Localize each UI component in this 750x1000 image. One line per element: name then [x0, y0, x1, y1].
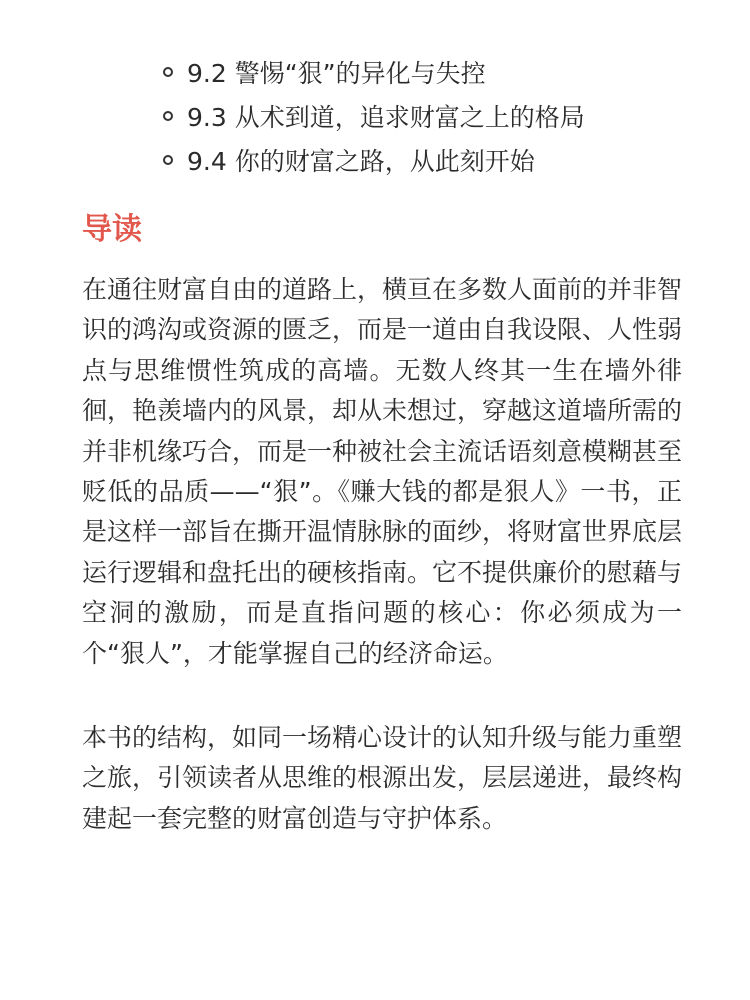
section-heading: 导读	[82, 212, 142, 247]
body-paragraph: 在通往财富自由的道路上，横亘在多数人面前的并非智识的鸿沟或资源的匮乏，而是一道由自我设限、人性弱点与思维惯性筑成的高墙。无数人终其一生在墙外徘徊，艳羡墙内的风景，却从未想过，穿越这道墙所需的并非机缘巧合，而是一种被社会主流话语刻意模糊甚至贬低的品质——“狠”。《赚大钱的都是狠人》一书，正是这样一部旨在撕开温情脉脉的面纱，将财富世界底层运行逻辑和盘托出的硬核指南。它不提供廉价的慰藉与空洞的激励，而是直指问题的核心：你必须成为一个“狠人”，才能掌握自己的经济命运。	[82, 275, 683, 668]
table-of-contents	[163, 50, 723, 182]
body-paragraph: 本书的结构，如同一场精心设计的认知升级与能力重塑之旅，引领读者从思维的根源出发，层层递进，最终构建起一套完整的财富创造与守护体系。	[82, 723, 683, 833]
toc-item-label: 9.2 警惕“狠”的异化与失控	[187, 59, 486, 88]
toc-item-label: 9.4 你的财富之路，从此刻开始	[187, 147, 535, 176]
circle-bullet-icon	[163, 155, 173, 165]
toc-item-label: 9.3 从术到道，追求财富之上的格局	[187, 103, 585, 132]
toc-item[interactable]	[163, 94, 723, 138]
circle-bullet-icon	[163, 67, 173, 77]
toc-item[interactable]	[163, 50, 723, 94]
toc-item[interactable]	[163, 138, 723, 182]
circle-bullet-icon	[163, 111, 173, 121]
